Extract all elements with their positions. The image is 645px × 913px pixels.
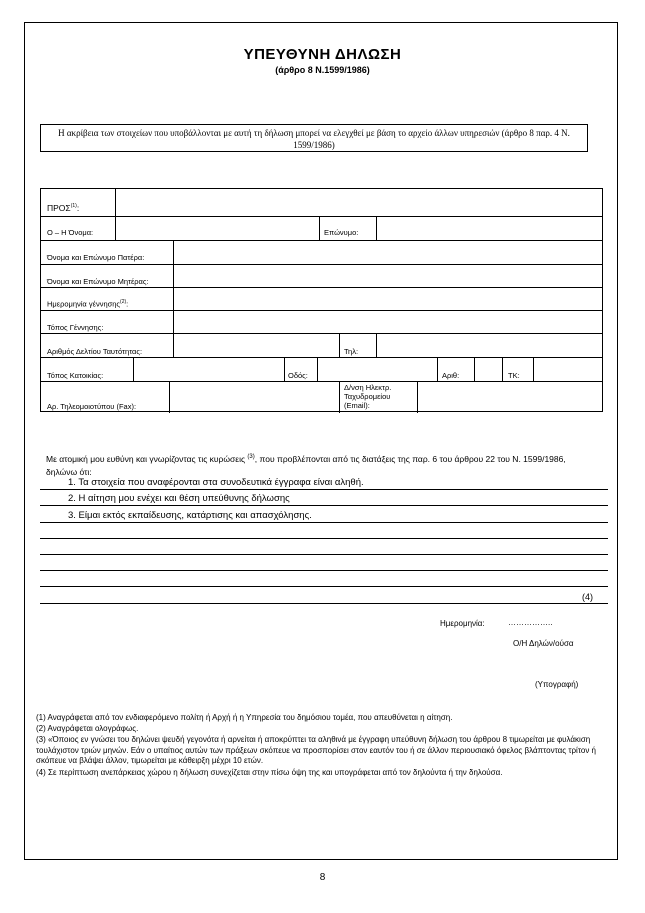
accuracy-notice: Η ακρίβεια των στοιχείων που υποβάλλονται με αυτή τη δήλωση μπορεί να ελεγχθεί με βάση το αρχείο άλλων υπηρεσιών (άρθρο 8 παρ. 4 Ν. 1599/1986)	[40, 124, 588, 152]
col-divider	[133, 357, 134, 381]
page-number: 8	[319, 872, 326, 883]
declaration-item: 3. Είμαι εκτός εκπαίδευσης, κατάρτισης και απασχόλησης.	[68, 510, 312, 521]
id-card-label: Αριθμός Δελτίου Ταυτότητας:	[47, 347, 143, 356]
col-divider	[173, 333, 174, 357]
postal-code-label: ΤΚ:	[508, 371, 520, 380]
col-divider	[284, 357, 285, 381]
footnote-4: (4) Σε περίπτωση ανεπάρκειας χώρου η δήλωση συνεχίζεται στην πίσω όψη της και υπογράφεται από τον δηλούντα ή την δηλούσα.	[36, 768, 503, 777]
col-divider	[319, 216, 320, 240]
col-divider	[339, 333, 340, 357]
date-label: Ημερομηνία:	[440, 619, 485, 628]
declaration-text: Με ατομική μου ευθύνη και γνωρίζοντας τις κυρώσεις $^{(3)}$, που προβλέπονται από τις διατάξεις της παρ. 6 του άρθρου 22 του Ν. 1599/1986, δηλώνω ότι:	[46, 453, 566, 477]
row-divider	[41, 333, 602, 334]
col-divider	[317, 357, 318, 381]
mother-name-label: Όνομα και Επώνυμο Μητέρας:	[47, 277, 149, 286]
street-number-label: Αριθ:	[442, 371, 460, 380]
col-divider	[169, 381, 170, 413]
document-subtitle: (άρθρο 8 Ν.1599/1986)	[275, 65, 370, 75]
row-divider	[41, 216, 602, 217]
declaration-item: 2. Η αίτηση μου ενέχει και θέση υπεύθυνης δήλωσης	[68, 493, 290, 504]
birthplace-label: Τόπος Γέννησης:	[47, 323, 104, 332]
document-title: ΥΠΕΥΘΥΝΗ ΔΗΛΩΣΗ	[243, 46, 402, 63]
residence-label: Τόπος Κατοικίας:	[47, 371, 104, 380]
col-divider	[474, 357, 475, 381]
declaration-line	[40, 522, 608, 523]
row-divider	[41, 381, 602, 382]
name-label: Ο – Η Όνομα:	[47, 228, 94, 237]
row-divider	[41, 310, 602, 311]
row-divider	[41, 287, 602, 288]
col-divider	[339, 381, 340, 413]
col-divider	[115, 189, 116, 216]
surname-label: Επώνυμο:	[324, 228, 359, 237]
declaration-line	[40, 586, 608, 587]
footnote-1: (1) Αναγράφεται από τον ενδιαφερόμενο πολίτη ή Αρχή ή η Υπηρεσία του δημόσιου τομέα, που απευθύνεται η αίτηση.	[36, 713, 453, 722]
col-divider	[533, 357, 534, 381]
col-divider	[502, 357, 503, 381]
declaration-item: 1. Τα στοιχεία που αναφέρονται στα συνοδευτικά έγγραφα είναι αληθή.	[68, 477, 364, 488]
col-divider	[437, 357, 438, 381]
email-label: Δ/νση Ηλεκτρ. Ταχυδρομείου (Email):	[344, 383, 392, 410]
declaration-line	[40, 538, 608, 539]
personal-details-form	[40, 188, 603, 412]
col-divider	[417, 381, 418, 413]
declaration-line	[40, 505, 608, 506]
street-label: Οδός:	[288, 371, 308, 380]
continuation-note-marker: (4)	[582, 592, 593, 602]
fax-label: Αρ. Τηλεομοιοτύπου (Fax):	[47, 402, 137, 411]
phone-label: Τηλ:	[344, 347, 359, 356]
declarant-label: Ο/Η Δηλών/ούσα	[513, 639, 574, 648]
col-divider	[115, 216, 116, 240]
col-divider	[376, 333, 377, 357]
date-value: ……………..	[508, 618, 553, 627]
to-label: ΠΡΟΣ$^{(1)}$:	[47, 203, 80, 213]
declaration-line	[40, 603, 608, 604]
row-divider	[41, 357, 602, 358]
footnote-3: (3) «Όποιος εν γνώσει του δηλώνει ψευδή γεγονότα ή αρνείται ή αποκρύπτει τα αληθινά με έγγραφη υπεύθυνη δήλωση του άρθρου 8 τιμωρείται με φυλάκιση τουλάχιστον τριών μηνών. Εάν ο υπαίτιος αυτών των πράξεων σκόπευε να προσπορίσει στον εαυτόν του ή σε άλλον περιουσιακό όφελος βλάπτοντας τρίτον ή σκόπευε να βλάψει άλλον, τιμωρείται με κάθειρξη μέχρι 10 ετών.	[36, 735, 596, 765]
col-divider	[376, 216, 377, 240]
col-divider	[173, 240, 174, 333]
declaration-line	[40, 570, 608, 571]
father-name-label: Όνομα και Επώνυμο Πατέρα:	[47, 253, 145, 262]
signature-label: (Υπογραφή)	[535, 680, 579, 689]
declaration-line	[40, 489, 608, 490]
birthdate-label: Ημερομηνία γέννησης$^{(2)}$:	[47, 299, 129, 309]
row-divider	[41, 264, 602, 265]
footnote-2: (2) Αναγράφεται ολογράφως.	[36, 724, 139, 733]
row-divider	[41, 240, 602, 241]
declaration-line	[40, 554, 608, 555]
